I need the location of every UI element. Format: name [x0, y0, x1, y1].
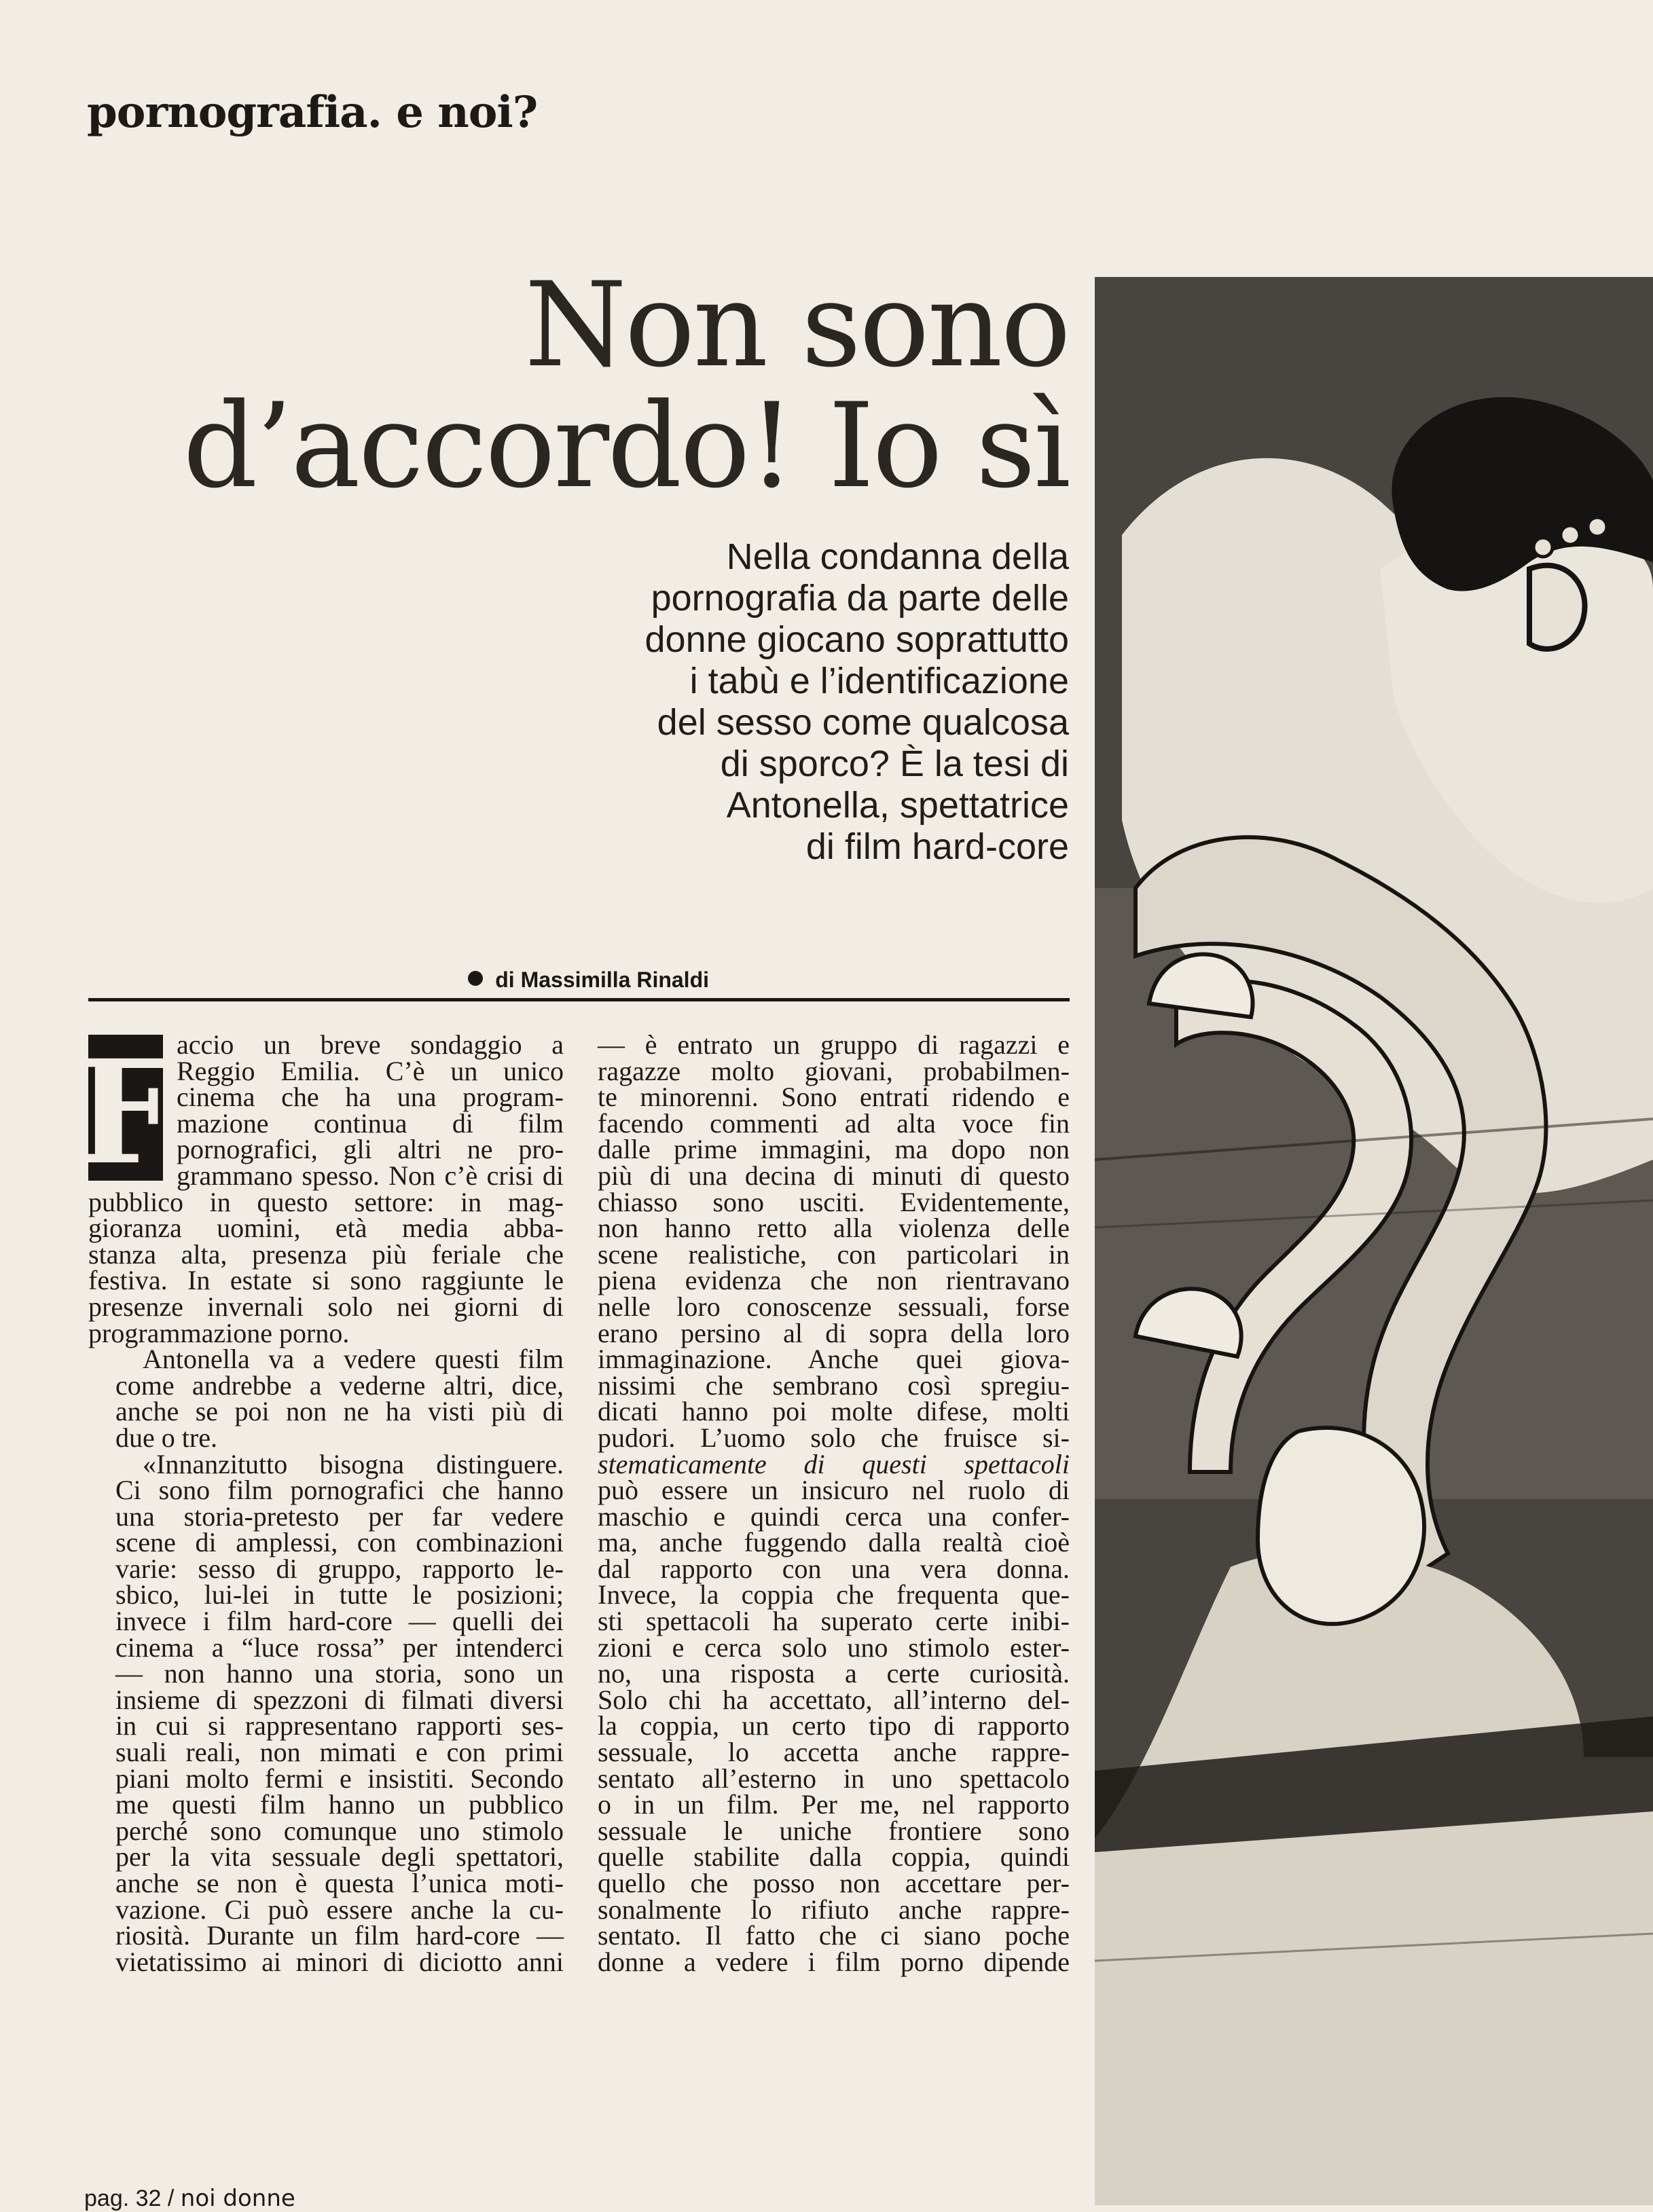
text-line: Ci sono film pornografici che hanno	[115, 1475, 564, 1506]
deck-line: Nella condanna della	[726, 536, 1069, 577]
text-line: sessuale, lo accetta anche rappre-	[598, 1737, 1070, 1768]
text-line: ragazze molto giovani, probabilmen-	[598, 1055, 1070, 1086]
text-line: come andrebbe a vederne altri, dice,	[115, 1369, 564, 1401]
text-line: quello che posso non accettare per-	[598, 1868, 1070, 1898]
bullet-icon	[468, 971, 483, 986]
text-line: o in un film. Per me, nel rapporto	[598, 1789, 1070, 1820]
text-line: «Innanzitutto bisogna distinguere.	[143, 1448, 564, 1479]
text-line: può essere un insicuro nel ruolo di	[598, 1475, 1070, 1506]
text-line: stematicamente di questi spettacoli	[598, 1448, 1070, 1479]
text-line: pubblico in questo settore: in mag-	[88, 1186, 564, 1217]
text-line: Invece, la coppia che frequenta que-	[598, 1579, 1070, 1610]
text-line: sentato all’esterno in uno spettacolo	[598, 1763, 1070, 1794]
magazine-name: noi donne	[180, 2185, 295, 2212]
text-line: insieme di spezzoni di filmati diversi	[115, 1684, 564, 1715]
text-line: sbico, lui-lei in tutte le posizioni;	[115, 1579, 564, 1610]
dropcap	[75, 1029, 177, 1196]
text-line: no, una risposta a certe curiosità.	[598, 1658, 1070, 1689]
text-line: scene realistiche, con particolari in	[598, 1238, 1070, 1270]
paragraph-continued	[598, 1029, 1070, 1977]
headline-line-2: d’accordo! Io sì	[183, 377, 1069, 514]
text-line: chiasso sono usciti. Evidentemente,	[598, 1186, 1070, 1217]
deck-line: di sporco? È la tesi di	[720, 743, 1069, 784]
text-line: cinema che ha una program-	[177, 1082, 564, 1113]
text-line: grammano spesso. Non c’è crisi di	[177, 1160, 564, 1191]
text-line: piena evidenza che non rientravano	[598, 1265, 1070, 1296]
text-line: scene di amplessi, con combinazioni	[115, 1527, 564, 1558]
text-line: presenze invernali solo nei giorni di	[88, 1291, 564, 1322]
text-line: dalle prime immagini, ma dopo non	[598, 1134, 1070, 1165]
text-line: cinema a “luce rossa” per intenderci	[115, 1632, 564, 1663]
deck-line: donne giocano soprattutto	[644, 619, 1069, 660]
text-line: immaginazione. Anche quei giova-	[598, 1344, 1070, 1375]
deck-line: i tabù e l’identificazione	[689, 661, 1069, 701]
text-line: ma, anche fuggendo dalla realtà cioè	[598, 1527, 1070, 1558]
text-line: una storia-pretesto per far vedere	[115, 1500, 564, 1532]
text-line: Antonella va a vedere questi film	[143, 1344, 564, 1375]
text-line: anche se poi non ne ha visti più di	[115, 1396, 564, 1427]
deck	[458, 536, 1069, 868]
text-line: vazione. Ci può essere anche la cu-	[115, 1894, 564, 1925]
text-line: dal rapporto con una vera donna.	[598, 1553, 1070, 1584]
text-line: invece i film hard-core — quelli dei	[115, 1606, 564, 1637]
divider	[88, 998, 1070, 1001]
dropcap-letter: F	[75, 1029, 177, 1196]
text-line: dicati hanno poi molte difese, molti	[598, 1396, 1070, 1427]
text-line: sentato. Il fatto che ci siano poche	[598, 1920, 1070, 1951]
text-line: suali reali, non mimati e con primi	[115, 1737, 564, 1768]
text-line: donne a vedere i film porno dipende	[598, 1946, 1070, 1977]
text-line: Reggio Emilia. C’è un unico	[177, 1055, 564, 1086]
deck-line: di film hard-core	[805, 826, 1069, 867]
text-line: erano persino al di sopra della loro	[598, 1317, 1070, 1348]
text-line: zioni e cerca solo uno stimolo ester-	[598, 1632, 1070, 1663]
text-line: — non hanno una storia, sono un	[115, 1658, 564, 1689]
text-line: te minorenni. Sono entrati ridendo e	[598, 1082, 1070, 1113]
text-line: non hanno retto alla violenza delle	[598, 1213, 1070, 1244]
text-line: sonalmente lo rifiuto anche rappre-	[598, 1894, 1070, 1925]
text-line: — è entrato un gruppo di ragazzi e	[598, 1029, 1070, 1060]
paragraph-2	[88, 1346, 564, 1451]
byline	[468, 967, 709, 993]
erotic-print-illustration	[1095, 277, 1653, 2205]
deck-line: pornografia da parte delle	[651, 578, 1069, 619]
text-line: nelle loro conoscenze sessuali, forse	[598, 1291, 1070, 1322]
text-line: programmazione porno.	[88, 1317, 350, 1348]
text-line: quelle stabilite dalla coppia, quindi	[598, 1841, 1070, 1873]
text-line: nissimi che sembrano così spregiu-	[598, 1369, 1070, 1401]
section-label: pornografia. e noi?	[87, 87, 538, 138]
text-line: stanza alta, presenza più feriale che	[88, 1238, 564, 1270]
text-line: festiva. In estate si sono raggiunte le	[88, 1265, 564, 1296]
byline-text: di Massimilla Rinaldi	[495, 967, 709, 992]
text-line: me questi film hanno un pubblico	[115, 1789, 564, 1820]
text-line: riosità. Durante un film hard-core —	[115, 1920, 564, 1951]
text-line: la coppia, un certo tipo di rapporto	[598, 1710, 1070, 1741]
text-line: sti spettacoli ha superato certe inibi-	[598, 1606, 1070, 1637]
dropcap-letter-icon	[75, 1029, 177, 1196]
text-line: pornografici, gli altri ne pro-	[177, 1134, 564, 1165]
text-line: anche se non è questa l’unica moti-	[115, 1868, 564, 1898]
text-line: mazione continua di film	[177, 1107, 564, 1139]
text-line: varie: sesso di gruppo, rapporto le-	[115, 1553, 564, 1584]
illustration-image	[1095, 277, 1653, 2205]
text-line: perché sono comunque uno stimolo	[115, 1815, 564, 1846]
text-line: gioranza uomini, età media abba-	[88, 1213, 564, 1244]
text-line: maschio e quindi cerca una confer-	[598, 1500, 1070, 1532]
text-line: pudori. L’uomo solo che fruisce si-	[598, 1422, 1070, 1453]
text-line: Solo chi ha accettato, all’interno del-	[598, 1684, 1070, 1715]
page-footer	[84, 2185, 295, 2212]
headline-line-1: Non sono	[524, 257, 1069, 393]
text-line: in cui si rappresentano rapporti ses-	[115, 1710, 564, 1741]
article-column-1	[75, 1029, 564, 1977]
text-line: vietatissimo ai minori di diciotto anni	[115, 1946, 564, 1977]
headline	[118, 257, 1069, 514]
page-number: pag. 32 /	[84, 2186, 175, 2211]
text-line: piani molto fermi e insistiti. Secondo	[115, 1763, 564, 1794]
text-line: sessuale le uniche frontiere sono	[598, 1815, 1070, 1846]
text-line: più di una decina di minuti di questo	[598, 1160, 1070, 1191]
text-line: facendo commenti ad alta voce fin	[598, 1107, 1070, 1139]
text-line: accio un breve sondaggio a	[177, 1029, 564, 1060]
text-line: per la vita sessuale degli spettatori,	[115, 1841, 564, 1873]
article-column-2	[598, 1029, 1070, 1977]
text-line: due o tre.	[115, 1422, 217, 1453]
deck-line: del sesso come qualcosa	[657, 702, 1069, 743]
deck-line: Antonella, spettatrice	[726, 785, 1069, 826]
paragraph-3	[88, 1448, 564, 1977]
